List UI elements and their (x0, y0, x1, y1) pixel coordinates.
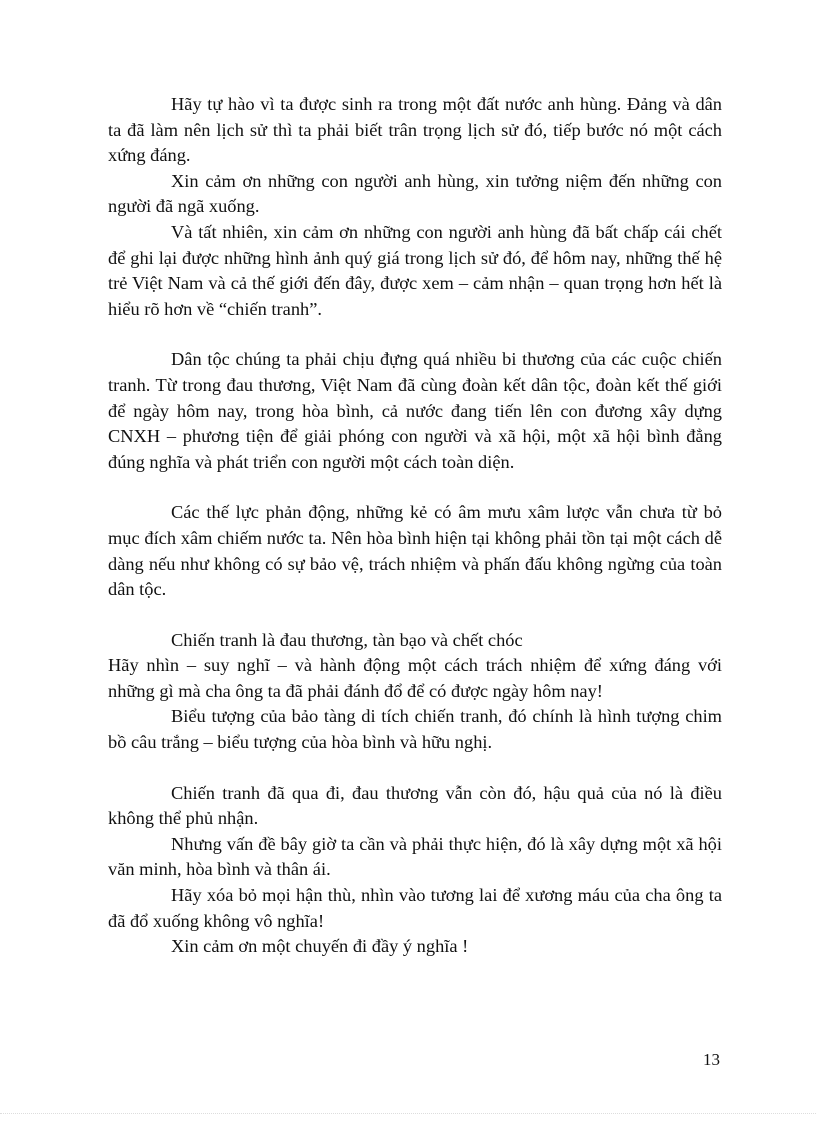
paragraph-thanks-photographers: Và tất nhiên, xin cảm ơn những con người anh hùng đã bất chấp cái chết để ghi lại được những hình ảnh quý giá trong lịch sử đó, để hôm nay, những thế hệ trẻ Việt Nam và cả thế giới đến đây, được xem – cảm nhận – quan trọng hơn hết là hiểu rõ hơn về “chiến tranh”. (108, 221, 722, 319)
paragraph-suffering: Dân tộc chúng ta phải chịu đựng quá nhiều bi thương của các cuộc chiến tranh. Từ trong đau thương, Việt Nam đã cùng đoàn kết dân tộc, đoàn kết thế giới để ngày hôm nay, trong hòa bình, cả nước đang tiến lên con đương xây dựng CNXH – phương tiện để giải phóng con người và xã hội, một xã hội bình đẳng đúng nghĩa và phát triển con người một cách toàn diện. (108, 349, 722, 472)
page-body (108, 92, 722, 960)
paragraph-reactionary-forces: Các thế lực phản động, những kẻ có âm mưu xâm lược vẫn chưa từ bỏ mục đích xâm chiếm nước ta. Nên hòa bình hiện tại không phải tồn tại một cách dễ dàng nếu như không có sự bảo vệ, trách nhiệm và phấn đấu không ngừng của toàn dân tộc. (108, 502, 722, 600)
paragraph-erase-hatred: Hãy xóa bỏ mọi hận thù, nhìn vào tương lai để xương máu của cha ông ta đã đổ xuống không vô nghĩa! (108, 885, 722, 931)
paragraph-war-passed: Chiến tranh đã qua đi, đau thương vẫn còn đó, hậu quả của nó là điều không thể phủ nhận. (108, 782, 722, 829)
paragraph-look-think-act: Hãy nhìn – suy nghĩ – và hành động một cách trách nhiệm để xứng đáng với những gì mà cha ông ta đã phải đánh đổ để có được ngày hôm nay! (108, 655, 722, 701)
paragraph-build-society: Nhưng vấn đề bây giờ ta cần và phải thực hiện, đó là xây dựng một xã hội văn minh, hòa bình và thân ái. (108, 833, 722, 880)
page-bottom-divider (0, 1113, 816, 1114)
paragraph-war-is-pain: Chiến tranh là đau thương, tàn bạo và chết chóc (171, 629, 523, 650)
paragraph-dove-symbol: Biểu tượng của bảo tàng di tích chiến tranh, đó chính là hình tượng chim bồ câu trắng – biểu tượng của hòa bình và hữu nghị. (108, 706, 722, 753)
page-number: 13 (703, 1050, 720, 1069)
paragraph-thanks-heroes: Xin cảm ơn những con người anh hùng, xin tưởng niệm đến những con người đã ngã xuống. (108, 170, 722, 217)
paragraph-pride: Hãy tự hào vì ta được sinh ra trong một đất nước anh hùng. Đảng và dân ta đã làm nên lịch sử thì ta phải biết trân trọng lịch sử đó, tiếp bước nó một cách xứng đáng. (108, 94, 722, 166)
paragraph-thank-trip: Xin cảm ơn một chuyến đi đầy ý nghĩa ! (171, 936, 469, 957)
